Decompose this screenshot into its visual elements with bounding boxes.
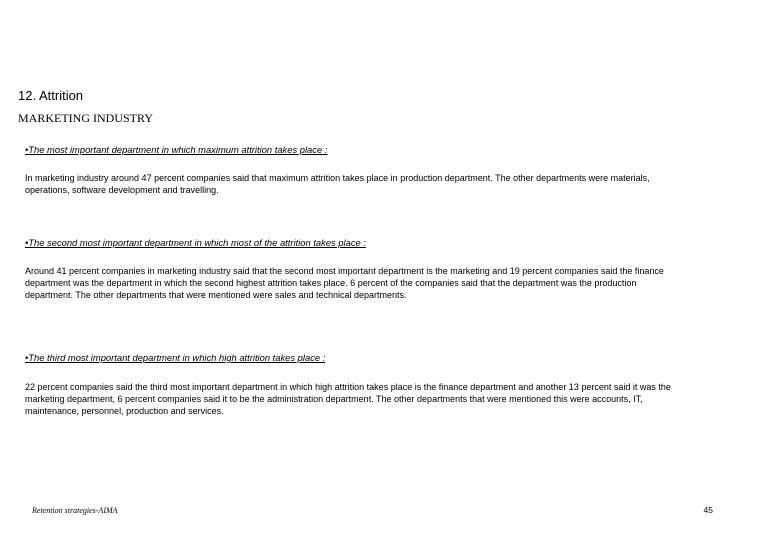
section-maximum-attrition: [25, 144, 685, 196]
section-title: •The most important department in which maximum attrition takes place :: [25, 144, 328, 155]
footer-source: Retention strategies-AIMA: [32, 506, 118, 515]
section-body: Around 41 percent companies in marketing industry said that the second most important department is the marketing and 19 percent companies said the finance department was the department in which the second highest attrition takes place. 6 percent of the companies said that the department was the production department. The other departments that were mentioned were sales and technical departments.: [25, 266, 664, 300]
section-body: 22 percent companies said the third most important department in which high attrition takes place is the finance department and another 13 percent said it was the marketing department, 6 percent companies said it to be the administration department. The other departments that were mentioned this were accounts, IT, maintenance, personnel, production and services.: [25, 382, 671, 416]
industry-subtitle: MARKETING INDUSTRY: [18, 111, 153, 125]
page-number: 45: [703, 505, 713, 515]
section-body: In marketing industry around 47 percent companies said that maximum attrition takes place in production department. The other departments were materials, operations, software development and travelling.: [25, 173, 650, 195]
section-second-attrition: [25, 237, 685, 301]
page-title: 12. Attrition: [18, 88, 84, 103]
section-third-attrition: [25, 352, 685, 417]
section-title: •The second most important department in which most of the attrition takes place :: [25, 237, 366, 248]
section-title: •The third most important department in which high attrition takes place :: [25, 352, 326, 363]
